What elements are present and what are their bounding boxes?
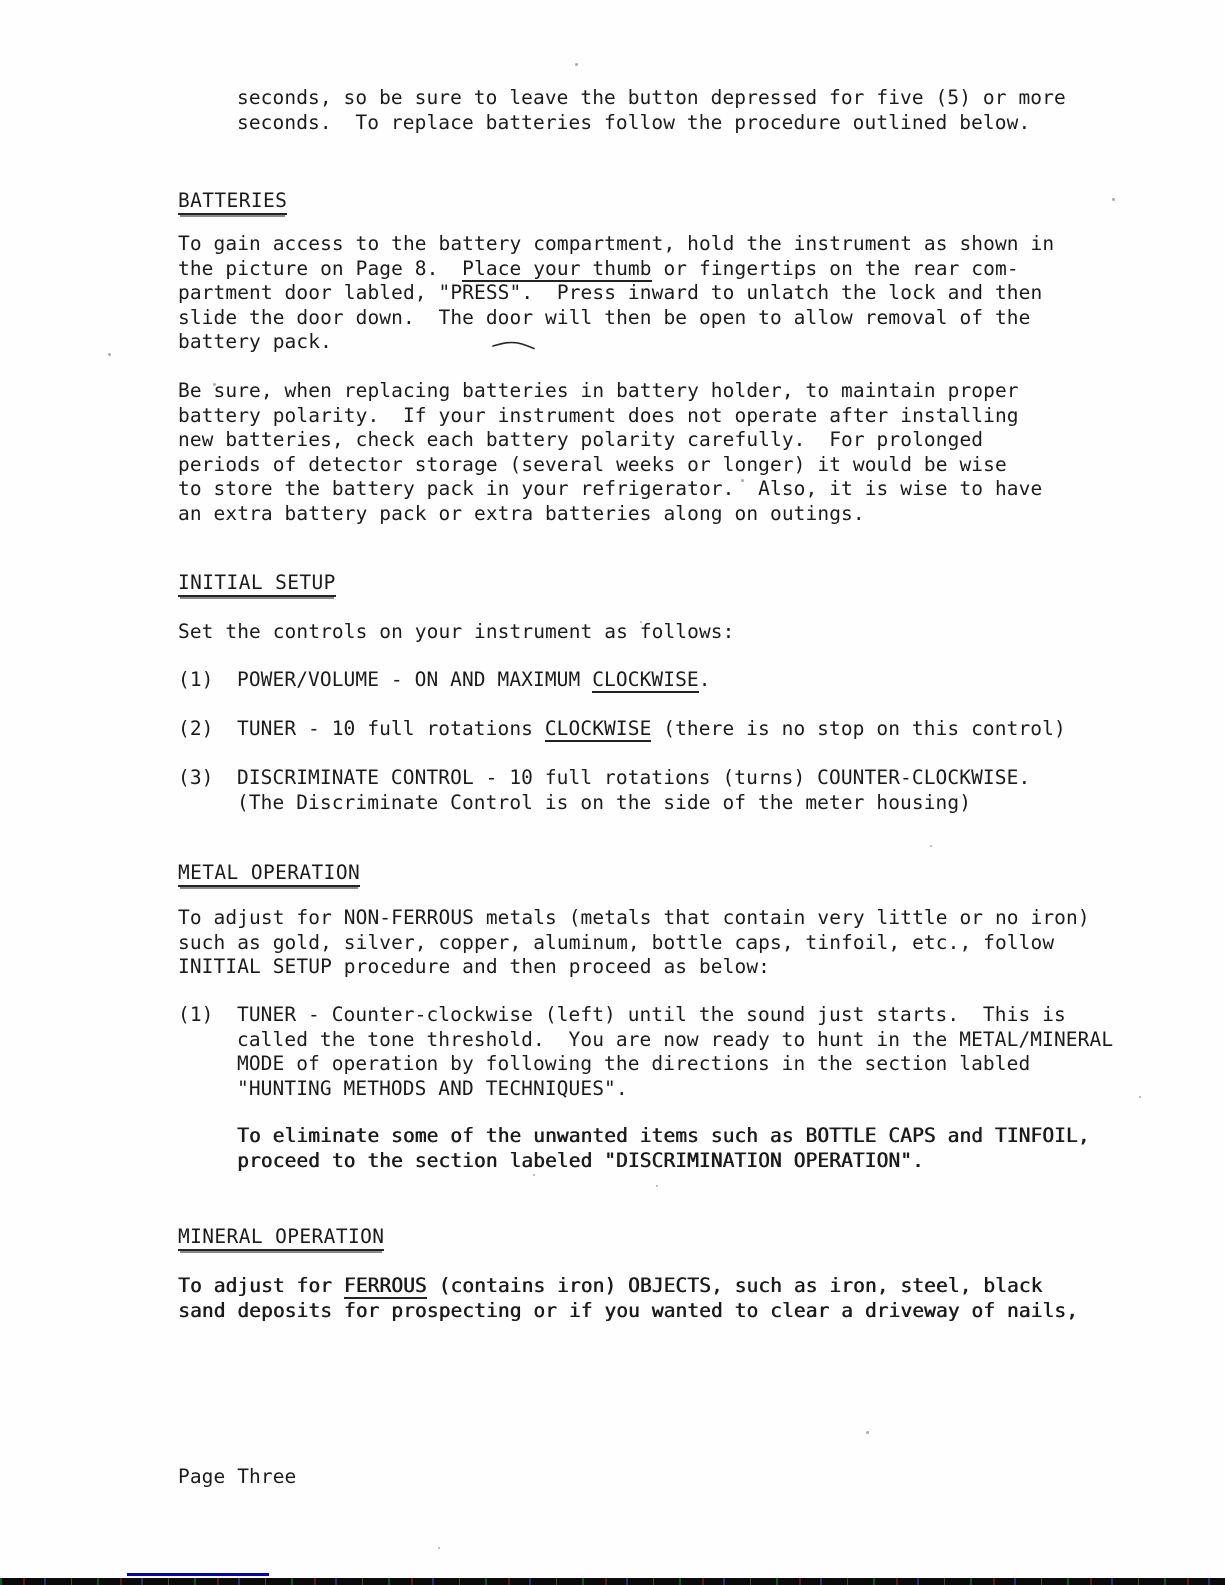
noise-speck bbox=[1112, 198, 1115, 201]
text-line: To eliminate some of the unwanted items such as BOTTLE CAPS and TINFOIL, bbox=[237, 1124, 1090, 1147]
text-line: MODE of operation by following the directions in the section labled bbox=[237, 1052, 1031, 1075]
setup-item-1 bbox=[178, 668, 711, 693]
pen-squiggle-mark bbox=[492, 337, 536, 353]
section-heading-mineral-operation bbox=[178, 1226, 384, 1251]
noise-speck bbox=[438, 1547, 440, 1549]
underlined-text: Place your thumb bbox=[462, 256, 652, 280]
section-heading-metal-operation bbox=[178, 862, 360, 887]
text-line: sand deposits for prospecting or if you wanted to clear a driveway of nails, bbox=[178, 1298, 1078, 1322]
mineral-operation-intro bbox=[178, 1274, 1078, 1323]
noise-speck bbox=[640, 621, 642, 623]
text-line: DISCRIMINATE CONTROL - 10 full rotations (turns) COUNTER-CLOCKWISE. bbox=[237, 766, 1031, 789]
section-heading-batteries bbox=[178, 190, 287, 215]
noise-speck bbox=[656, 1185, 658, 1187]
noise-speck bbox=[1139, 1096, 1141, 1098]
setup-item-3 bbox=[178, 766, 1030, 815]
text-line: TUNER - Counter-clockwise (left) until the sound just starts. This is bbox=[237, 1003, 1066, 1026]
underlined-text: CLOCKWISE bbox=[592, 668, 699, 691]
noise-speck bbox=[741, 479, 744, 482]
heading-text: MINERAL OPERATION bbox=[178, 1226, 384, 1251]
intro-paragraph bbox=[237, 86, 1066, 135]
section-heading-initial-setup bbox=[178, 572, 336, 597]
noise-speck bbox=[575, 63, 578, 66]
text-line: battery polarity. If your instrument does not operate after installing bbox=[178, 403, 1019, 427]
text-line: (The Discriminate Control is on the side of the meter housing) bbox=[237, 790, 972, 814]
text-line: TUNER - 10 full rotations CLOCKWISE (there is no stop on this control) bbox=[237, 717, 1066, 740]
text-line: the picture on Page 8. Place your thumb or fingertips on the rear com- bbox=[178, 256, 1019, 280]
underlined-text: CLOCKWISE bbox=[544, 717, 652, 740]
text-line: To gain access to the battery compartment, hold the instrument as shown in bbox=[178, 232, 1055, 255]
noise-speck bbox=[533, 1174, 535, 1176]
heading-text: INITIAL SETUP bbox=[178, 572, 336, 597]
underlined-text: FERROUS bbox=[343, 1274, 427, 1297]
page-number bbox=[178, 1465, 296, 1490]
text-line: Page Three bbox=[178, 1465, 297, 1488]
text-line: partment door labled, "PRESS". Press inward to unlatch the lock and then bbox=[178, 281, 1043, 304]
list-number: (1) bbox=[178, 668, 214, 691]
noise-speck bbox=[213, 383, 216, 386]
text-line: periods of detector storage (several weeks or longer) it would be wise bbox=[178, 452, 1007, 476]
noise-speck bbox=[930, 845, 932, 847]
batteries-paragraph-2 bbox=[178, 379, 1042, 526]
scan-edge-bar bbox=[0, 1578, 1225, 1585]
text-line: such as gold, silver, copper, aluminum, bottle caps, tinfoil, etc., follow bbox=[178, 930, 1055, 954]
text-line: new batteries, check each battery polarity carefully. For prolonged bbox=[178, 428, 984, 451]
setup-item-2 bbox=[178, 717, 1066, 742]
text-line: seconds, so be sure to leave the button depressed for five (5) or more bbox=[237, 86, 1066, 109]
text-line: an extra battery pack or extra batteries along on outings. bbox=[178, 501, 865, 525]
list-number: (1) bbox=[178, 1003, 214, 1026]
text-line: slide the door down. The door will then be open to allow removal of the bbox=[178, 305, 1031, 329]
metal-operation-intro bbox=[178, 906, 1090, 980]
text-line: To adjust for FERROUS (contains iron) OBJECTS, such as iron, steel, black bbox=[178, 1274, 1043, 1297]
text-line: Set the controls on your instrument as follows: bbox=[178, 620, 735, 643]
text-line: POWER/VOLUME - ON AND MAXIMUM CLOCKWISE. bbox=[237, 668, 711, 691]
initial-setup-intro bbox=[178, 620, 734, 645]
list-number: (3) bbox=[178, 766, 214, 789]
text-line: Be sure, when replacing batteries in battery holder, to maintain proper bbox=[178, 379, 1019, 402]
text-line: To adjust for NON-FERROUS metals (metals that contain very little or no iron) bbox=[178, 906, 1090, 929]
text-line: "HUNTING METHODS AND TECHNIQUES". bbox=[237, 1076, 628, 1100]
text-line: called the tone threshold. You are now ready to hunt in the METAL/MINERAL bbox=[237, 1027, 1114, 1051]
noise-speck bbox=[866, 1431, 869, 1434]
metal-operation-item-1 bbox=[178, 1003, 1113, 1101]
list-number: (2) bbox=[178, 717, 214, 740]
noise-speck bbox=[108, 353, 111, 356]
text-line: battery pack. bbox=[178, 330, 332, 353]
blue-pen-underline-mark bbox=[127, 1573, 269, 1576]
batteries-paragraph-1 bbox=[178, 232, 1054, 355]
text-line: proceed to the section labeled "DISCRIMINATION OPERATION". bbox=[237, 1148, 924, 1172]
text-line: INITIAL SETUP procedure and then proceed as below: bbox=[178, 955, 770, 978]
eliminate-note-paragraph bbox=[237, 1124, 1089, 1173]
text-line: to store the battery pack in your refrigerator. Also, it is wise to have bbox=[178, 477, 1043, 500]
heading-text: METAL OPERATION bbox=[178, 862, 360, 887]
text-line: seconds. To replace batteries follow the procedure outlined below. bbox=[237, 110, 1031, 134]
heading-text: BATTERIES bbox=[178, 190, 287, 215]
